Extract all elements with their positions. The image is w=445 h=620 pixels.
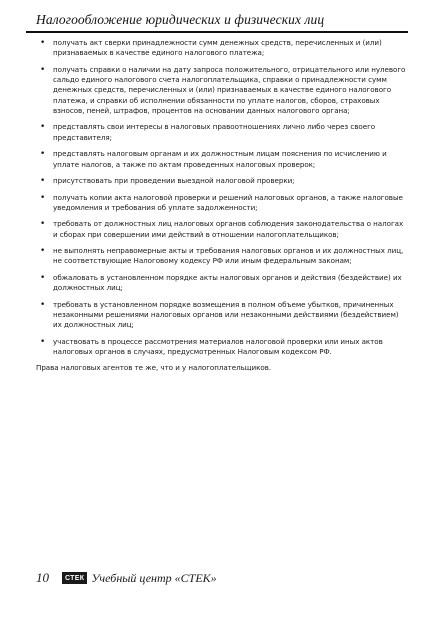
footer-text: Учебный центр «СТЕК»	[91, 570, 217, 585]
list-item	[36, 300, 408, 331]
list-item-text: не выполнять неправомерные акты и требования налоговых органов и их должностных лиц, не соответствующие Налоговому кодексу РФ или иным федеральным законам;	[53, 246, 404, 266]
bullet-icon: •	[40, 336, 46, 347]
list-item	[36, 193, 408, 214]
bullet-icon: •	[40, 64, 46, 75]
list-item	[36, 337, 408, 358]
list-item	[36, 38, 408, 59]
list-item-text: участвовать в процессе рассмотрения материалов налоговой проверки или иных актов налоговых органов в случаях, предусмотренных Налоговым кодексом РФ.	[53, 336, 383, 356]
bullet-icon: •	[40, 246, 46, 257]
page-number: 10	[36, 570, 49, 585]
list-item-text: получать копии акта налоговой проверки и решений налоговых органов, а также налоговые уведомления и требования об уплате задолженности;	[53, 192, 403, 212]
stek-logo: СТЕК	[62, 572, 87, 584]
page-footer	[36, 568, 408, 588]
list-item	[36, 149, 408, 170]
list-item	[36, 65, 408, 116]
bullet-icon: •	[40, 176, 46, 187]
running-head: Налогообложение юридических и физических лиц	[36, 12, 325, 27]
list-item-text: требовать в установленном порядке возмещения в полном объеме убытков, причиненных незаконными решениями налоговых органов или незаконными действиями (бездействием) их должностных лиц;	[53, 299, 399, 330]
header-rule	[26, 31, 408, 33]
bullet-icon: •	[40, 38, 46, 48]
list-item-text: обжаловать в установленном порядке акты налоговых органов и действия (бездействие) их должностных лиц;	[53, 272, 402, 293]
bullet-icon: •	[40, 299, 46, 310]
closing-paragraph: Права налоговых агентов те же, что и у налогоплательщиков.	[36, 363, 272, 373]
list-item-text: получать справки о наличии на дату запроса положительного, отрицательного или нулевого сальдо единого налогового счета налогоплательщика, справки о принадлежности сумм денежных средств, перечисленных и (или) признаваемых в качестве единого налогового платежа, и справки об исполнении обязанности по уплате налогов, сборов, страховых взносов, пеней, штрафов, процентов на основании данных налогового органа;	[53, 64, 406, 115]
list-item-text: представлять свои интересы в налоговых правоотношениях лично либо через своего представителя;	[53, 122, 376, 142]
rights-list	[36, 38, 408, 357]
bullet-icon: •	[40, 219, 46, 230]
list-item	[36, 176, 408, 186]
list-item	[36, 246, 408, 267]
list-item	[36, 219, 408, 240]
list-item-text: получать акт сверки принадлежности сумм денежных средств, перечисленных и (или) признаваемых в качестве единого налогового платежа;	[53, 38, 382, 58]
page-body	[36, 38, 408, 374]
list-item-text: требовать от должностных лиц налоговых органов соблюдения законодательства о налогах и сборах при совершении ими действий в отношении налогоплательщиков;	[53, 219, 404, 239]
bullet-icon: •	[40, 272, 46, 283]
list-item	[36, 273, 408, 294]
bullet-icon: •	[40, 122, 46, 133]
list-item-text: представлять налоговым органам и их должностным лицам пояснения по исчислению и уплате налогов, а также по актам проведенных налоговых проверок;	[53, 149, 387, 169]
list-item	[36, 122, 408, 143]
bullet-icon: •	[40, 149, 46, 160]
bullet-icon: •	[40, 192, 46, 203]
list-item-text: присутствовать при проведении выездной налоговой проверки;	[53, 176, 295, 186]
